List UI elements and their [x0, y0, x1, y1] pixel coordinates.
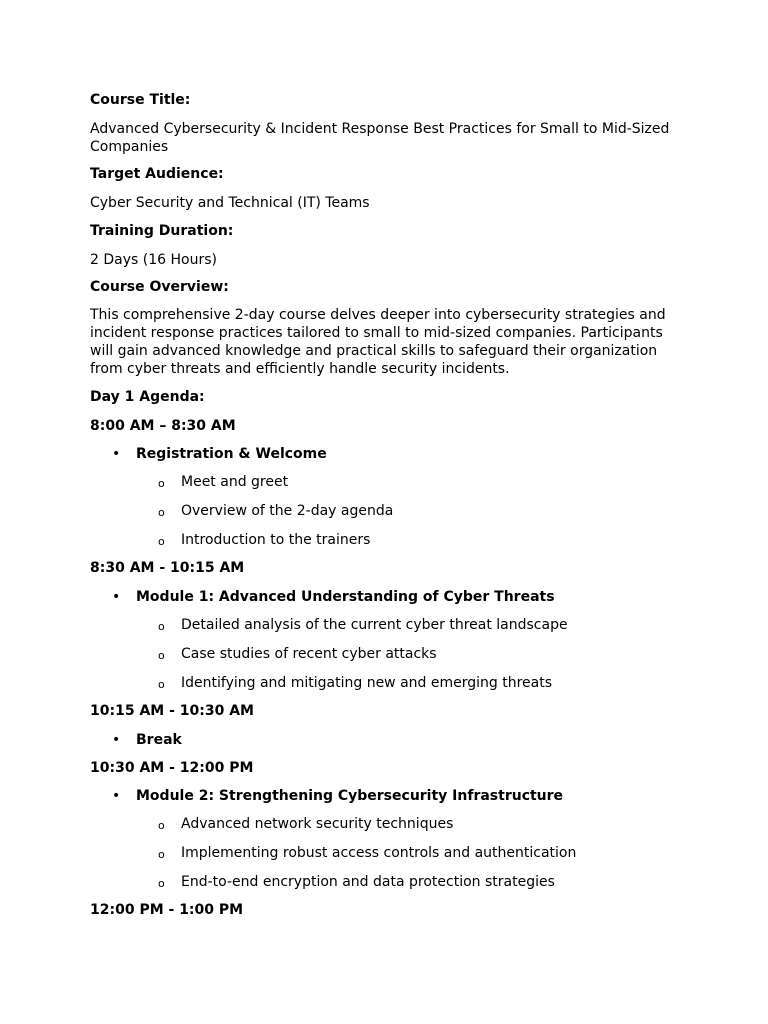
bullet-icon: • [112, 446, 121, 462]
agenda-time: 8:30 AM - 10:15 AM [90, 560, 245, 576]
bullet-icon: • [112, 788, 121, 804]
circle-bullet-icon: o [158, 535, 165, 548]
target-audience-heading: Target Audience: [90, 166, 224, 182]
course-overview: This comprehensive 2-day course delves deeper into cybersecurity strategies and incident response practices tailored to small to mid-sized companies. Participants will gain advanced knowledge and practical skills to safeguard their organization from cyber threats and efficiently handle security incidents. [90, 307, 666, 377]
agenda-item: Advanced network security techniques [181, 816, 454, 832]
agenda-time: 10:30 AM - 12:00 PM [90, 760, 254, 776]
circle-bullet-icon: o [158, 649, 165, 662]
agenda-item: End-to-end encryption and data protection strategies [181, 874, 555, 890]
bullet-icon: • [112, 589, 121, 605]
agenda-time: 12:00 PM - 1:00 PM [90, 902, 244, 918]
circle-bullet-icon: o [158, 848, 165, 861]
circle-bullet-icon: o [158, 877, 165, 890]
target-audience: Cyber Security and Technical (IT) Teams [90, 195, 370, 211]
day1-agenda-heading: Day 1 Agenda: [90, 389, 205, 405]
circle-bullet-icon: o [158, 819, 165, 832]
agenda-item: Implementing robust access controls and authentication [181, 845, 577, 861]
training-duration-heading: Training Duration: [90, 223, 234, 239]
training-duration: 2 Days (16 Hours) [90, 252, 217, 268]
agenda-session-title: Module 2: Strengthening Cybersecurity Infrastructure [136, 788, 564, 804]
agenda-time: 8:00 AM – 8:30 AM [90, 418, 236, 434]
agenda-session-title: Break [136, 732, 182, 748]
bullet-icon: • [112, 732, 121, 748]
agenda-item: Detailed analysis of the current cyber threat landscape [181, 617, 568, 633]
agenda-item: Overview of the 2-day agenda [181, 503, 394, 519]
agenda-time: 10:15 AM - 10:30 AM [90, 703, 254, 719]
course-overview-heading: Course Overview: [90, 279, 229, 295]
circle-bullet-icon: o [158, 506, 165, 519]
course-title: Advanced Cybersecurity & Incident Response Best Practices for Small to Mid-Sized Companies [90, 121, 670, 155]
agenda-session-title: Module 1: Advanced Understanding of Cyber Threats [136, 589, 555, 605]
circle-bullet-icon: o [158, 477, 165, 490]
circle-bullet-icon: o [158, 678, 165, 691]
agenda-item: Case studies of recent cyber attacks [181, 646, 437, 662]
circle-bullet-icon: o [158, 620, 165, 633]
agenda-item: Introduction to the trainers [181, 532, 371, 548]
agenda-item: Identifying and mitigating new and emerging threats [181, 675, 553, 691]
agenda-session-title: Registration & Welcome [136, 446, 327, 462]
agenda-item: Meet and greet [181, 474, 289, 490]
course-title-heading: Course Title: [90, 92, 191, 108]
